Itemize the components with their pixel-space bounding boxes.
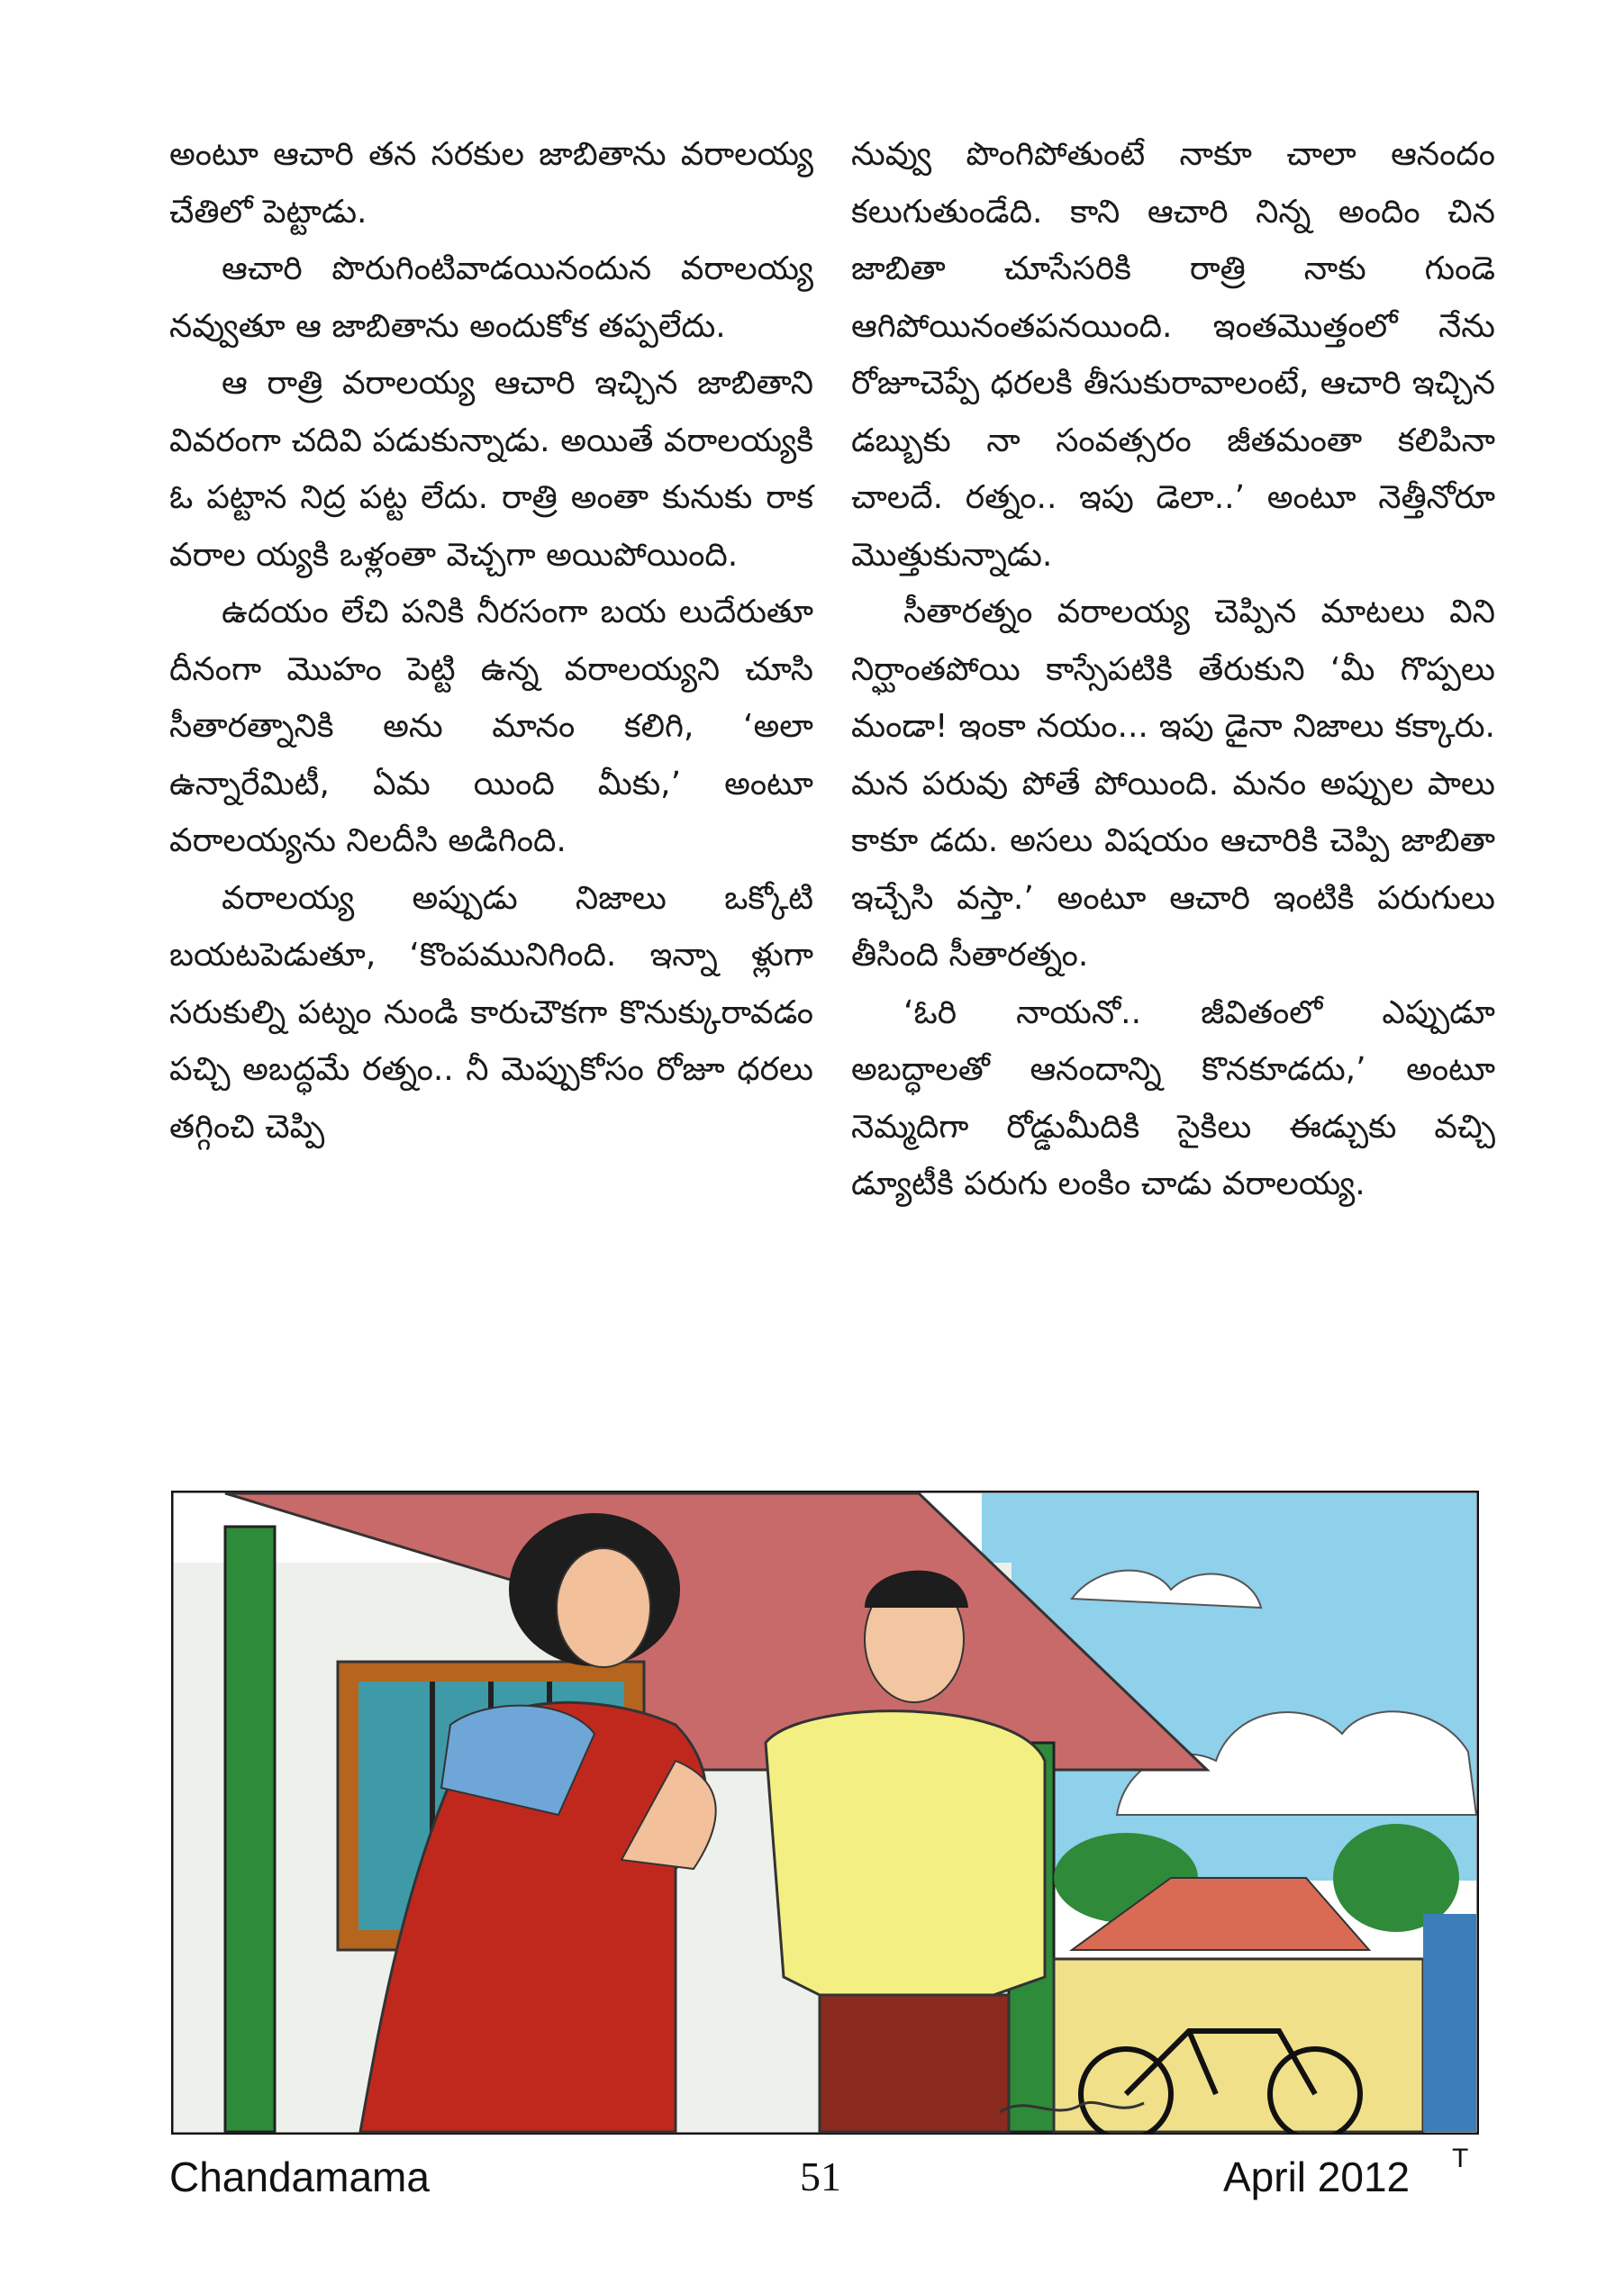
story-illustration [171,1491,1479,2135]
issue-date: April 2012 [1223,2154,1411,2200]
magazine-name: Chandamama [169,2154,430,2200]
story-paragraph: ఆచారి పొరుగింటివాడయినందున వరాలయ్య నవ్వుతూ ఆ జాబితాను అందుకోక తప్పలేదు. [169,250,813,345]
story-paragraph: సీతారత్నం వరాలయ్య చెప్పిన మాటలు విని నిర్ఘాంతపోయి కాస్సేపటికి తేరుకుని ‘మీ గొప్పలు మండా! ఇంకా నయం... ఇపు డైనా నిజాలు కక్కారు. మన పరువు పోతే పోయింది. మనం అప్పుల పాలు కాకూ డదు. అసలు విషయం ఆచారికి చెప్పి జాబితా ఇచ్చేసి వస్తా.’ అంటూ ఆచారి ఇంటికి పరుగులు తీసింది సీతారత్నం. [851,594,1495,974]
story-paragraph: నువ్వు పొంగిపోతుంటే నాకూ చాలా ఆనందం కలుగుతుండేది. కాని ఆచారి నిన్న అందిం చిన జాబితా చూసేసరికి రాత్రి నాకు గుండె ఆగిపోయినంతపనయింది. ఇంతమొత్తంలో నేను రోజూచెప్పే ధరలకి తీసుకురావాలంటే, ఆచారి ఇచ్చిన డబ్బుకు నా సంవత్సరం జీతమంతా కలిపినా చాలదే. రత్నం.. ఇపు డెలా..’ అంటూ నెత్తీనోరూ మొత్తుకున్నాడు. [851,136,1495,574]
story-paragraph: ఉదయం లేచి పనికి నీరసంగా బయ లుదేరుతూ దీనంగా మొహం పెట్టి ఉన్న వరాలయ్యని చూసి సీతారత్నానికి అను మానం కలిగి, ‘అలా ఉన్నారేమిటీ, ఏమ యింది మీకు,’ అంటూ వరాలయ్యను నిలదీసి అడిగింది. [169,594,813,859]
story-paragraph: ‘ఓరి నాయనో.. జీవితంలో ఎప్పుడూ అబద్ధాలతో ఆనందాన్ని కొనకూడదు,’ అంటూ నెమ్మదిగా రోడ్డుమీదికి సైకిలు ఈడ్చుకు వచ్చి డ్యూటీకి పరుగు లంకిం చాడు వరాలయ్య. [851,993,1495,1202]
corner-mark: T [1452,2144,1469,2173]
story-paragraph: వరాలయ్య అప్పుడు నిజాలు ఒక్కోటి బయటపెడుతూ, ‘కొంపమునిగింది. ఇన్నా ళ్లుగా సరుకుల్ని పట్నం నుండి కారుచౌకగా కొనుక్కురావడం పచ్చి అబద్ధమే రత్నం.. నీ మెప్పుకోసం రోజూ ధరలు తగ్గించి చెప్పి [169,879,813,1146]
story-column-right [851,126,1495,1213]
page-number: 51 [800,2154,841,2199]
illustration-scene [171,1491,1479,2135]
story-paragraph: అంటూ ఆచారి తన సరకుల జాబితాను వరాలయ్య చేతిలో పెట్టాడు. [169,136,813,231]
story-column-left [169,126,813,1156]
story-paragraph: ఆ రాత్రి వరాలయ్య ఆచారి ఇచ్చిన జాబితాని వివరంగా చదివి పడుకున్నాడు. అయితే వరాలయ్యకి ఓ పట్టాన నిద్ర పట్ట లేదు. రాత్రి అంతా కునుకు రాక వరాల య్యకి ఒళ్లంతా వెచ్చగా అయిపోయింది. [169,365,813,574]
pillar [225,1527,275,2132]
